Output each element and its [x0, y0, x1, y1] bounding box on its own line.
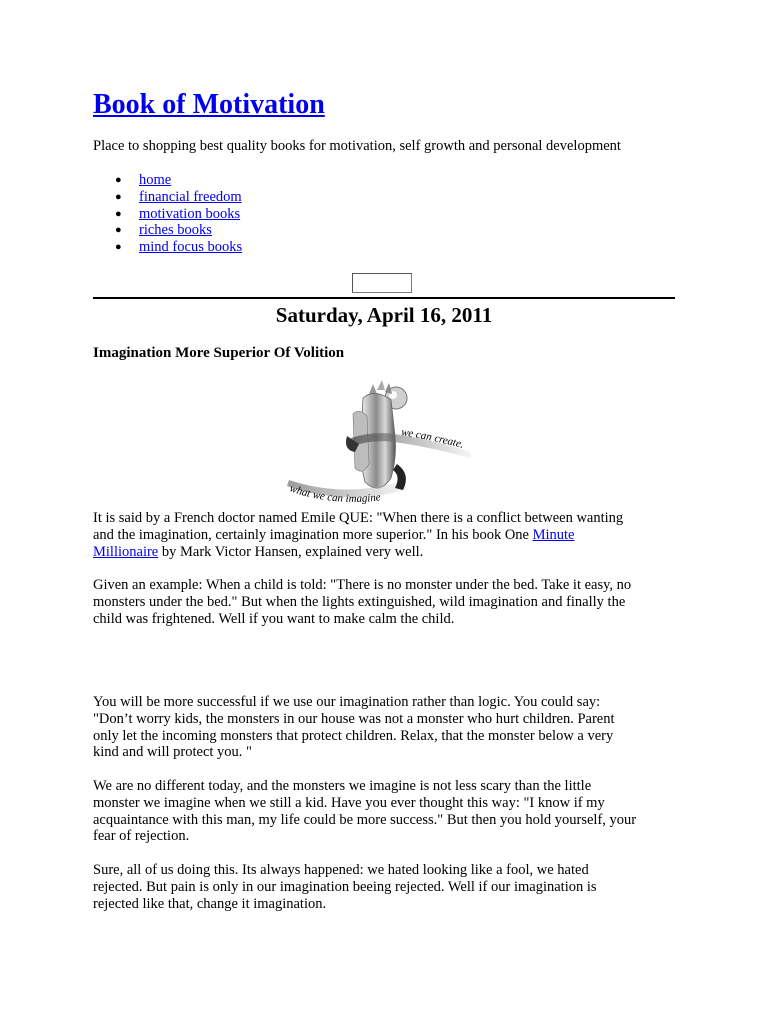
- blog-tagline: Place to shopping best quality books for motivation, self growth and personal development: [93, 138, 621, 154]
- post-paragraph-4: [93, 778, 683, 845]
- post-paragraph-1: [93, 510, 683, 560]
- bullet-icon: ●: [115, 174, 122, 186]
- post-paragraph-2: [93, 577, 683, 627]
- text-line: kind and will protect you. ": [93, 744, 252, 761]
- ribbon-text-bottom: what we can imagine: [288, 482, 382, 505]
- nav-item-home: [93, 172, 242, 189]
- nav-item-financial-freedom: [93, 189, 242, 206]
- minute-millionaire-link-part2[interactable]: Millionaire: [93, 543, 159, 560]
- minute-millionaire-link-part1[interactable]: Minute: [532, 526, 575, 543]
- nav-item-motivation-books: [93, 206, 242, 223]
- nav-link-home[interactable]: home: [139, 172, 172, 188]
- text-line: [93, 527, 683, 544]
- text-span: and the imagination, certainly imagination more superior." In his book One: [93, 526, 533, 543]
- text-line: fear of rejection.: [93, 828, 190, 845]
- text-line: only let the incoming monsters that protect children. Relax, that the monster below a very: [93, 727, 614, 744]
- text-line: monster we imagine when we still a kid. Have you ever thought this way: "I know if my: [93, 794, 605, 811]
- search-input[interactable]: [352, 273, 412, 293]
- header-divider: [93, 297, 675, 299]
- svg-text:what we can imagine: [288, 482, 381, 504]
- post-paragraph-3: [93, 694, 683, 761]
- blog-title-link[interactable]: Book of Motivation: [93, 89, 325, 120]
- bullet-icon: ●: [115, 241, 122, 253]
- post-title: Imagination More Superior Of Volition: [93, 345, 345, 361]
- text-line: "Don’t worry kids, the monsters in our house was not a monster who hurt children. Parent: [93, 710, 615, 727]
- blog-title: [93, 88, 325, 122]
- bullet-icon: ●: [115, 207, 122, 220]
- text-line: Given an example: When a child is told: "There is no monster under the bed. Take it easy, no: [93, 577, 632, 593]
- nav-item-riches-books: [93, 222, 242, 239]
- text-line: [93, 544, 683, 561]
- nav-item-mind-focus-books: [93, 239, 242, 256]
- nav-link-financial-freedom[interactable]: financial freedom: [139, 188, 242, 205]
- nav-link-motivation-books[interactable]: motivation books: [139, 205, 241, 222]
- text-line: We are no different today, and the monsters we imagine is not less scary than the little: [93, 778, 592, 794]
- text-line: rejected. But pain is only in our imagination beeing rejected. Well if our imagination is: [93, 878, 597, 895]
- text-line: acquaintance with this man, my life could be more success." But then you hold yourself, your: [93, 811, 637, 828]
- nav-link-mind-focus-books[interactable]: mind focus books: [139, 239, 243, 255]
- post-paragraph-5: [93, 862, 683, 912]
- imagination-illustration: [283, 378, 483, 510]
- bullet-icon: ●: [115, 190, 122, 203]
- text-line: Sure, all of us doing this. Its always happened: we hated looking like a fool, we hated: [93, 862, 589, 878]
- text-line: You will be more successful if we use our imagination rather than logic. You could say:: [93, 694, 601, 710]
- nav-link-riches-books[interactable]: riches books: [139, 222, 212, 239]
- text-line: rejected like that, change it imagination.: [93, 895, 327, 912]
- text-line: monsters under the bed." But when the lights extinguished, wild imagination and finally the: [93, 593, 626, 610]
- bullet-icon: ●: [115, 224, 122, 237]
- ribbon-text-top: we can create.: [400, 426, 466, 451]
- text-line: child was frightened. Well if you want to make calm the child.: [93, 610, 455, 627]
- post-date: Saturday, April 16, 2011: [275, 303, 493, 327]
- text-span: by Mark Victor Hansen, explained very well.: [158, 543, 424, 560]
- text-line: It is said by a French doctor named Emile QUE: "When there is a conflict between wanting: [93, 510, 624, 526]
- nav-menu: [93, 172, 242, 256]
